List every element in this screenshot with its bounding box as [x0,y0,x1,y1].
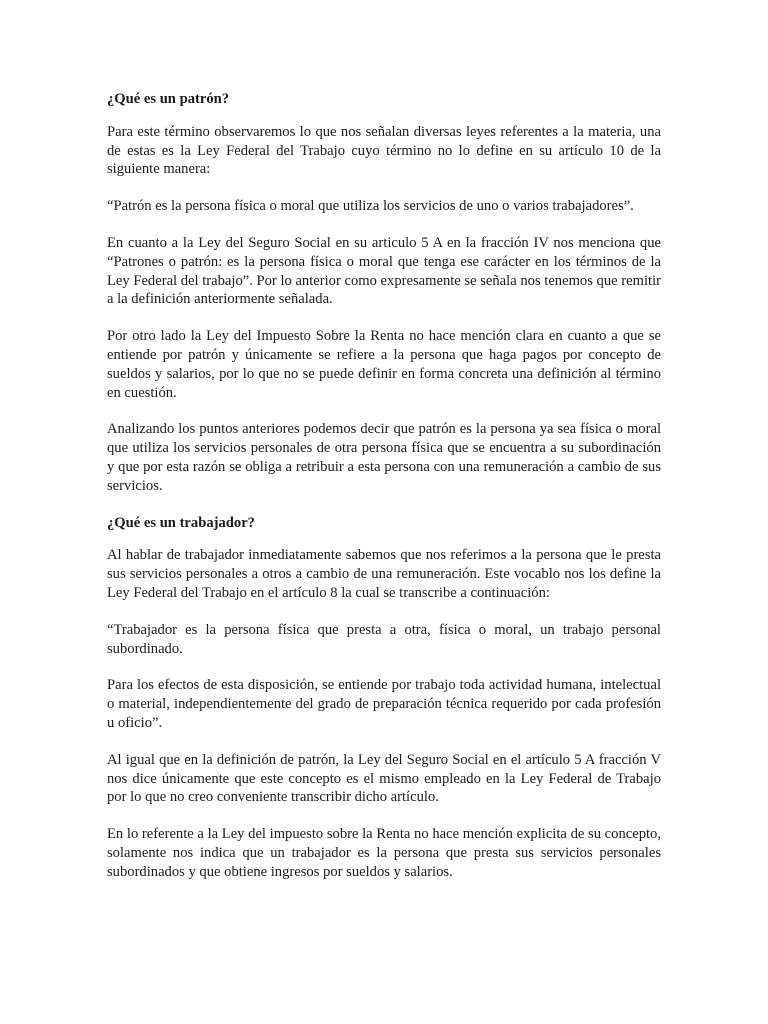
paragraph-trabajo-definition: Para los efectos de esta disposición, se entiende por trabajo toda actividad humana, intelectual o material, independientemente del grado de preparación técnica requerido por cada profesión u oficio”. [107,677,661,731]
paragraph-patron-conclusion: Analizando los puntos anteriores podemos decir que patrón es la persona ya sea física o moral que utiliza los servicios personales de otra persona física que se encuentra a su subordinación y que por esta razón se obliga a retribuir a esta persona con una remuneración a cambio de sus servicios. [107,421,661,494]
paragraph-trabajador-intro: Al hablar de trabajador inmediatamente sabemos que nos referimos a la persona que le presta sus servicios personales a otros a cambio de una remuneración. Este vocablo nos los define la Ley Federal del Trabajo en el artículo 8 la cual se transcribe a continuación: [107,547,661,601]
paragraph-trabajador-quote: “Trabajador es la persona física que presta a otra, física o moral, un trabajo personal subordinado. [107,621,661,657]
heading-patron: ¿Qué es un patrón? [107,91,230,107]
heading-trabajador: ¿Qué es un trabajador? [107,514,255,531]
paragraph-seguro-social-trabajador: Al igual que en la definición de patrón, la Ley del Seguro Social en el artículo 5 A fracción V nos dice únicamente que este concepto es el mismo empleado en la Ley Federal de Trabajo por lo que no creo conveniente transcribir dicho artículo. [107,751,661,806]
document-page [107,90,661,900]
paragraph-isr-patron: Por otro lado la Ley del Impuesto Sobre la Renta no hace mención clara en cuanto a que se entiende por patrón y únicamente se refiere a la persona que haga pagos por concepto de sueldos y salarios, por lo que no se puede definir en forma concreta una definición al término en cuestión. [107,328,661,401]
paragraph-isr-trabajador: En lo referente a la Ley del impuesto sobre la Renta no hace mención explicita de su concepto, solamente nos indica que un trabajador es la persona que presta sus servicios personales subordinados y que obtiene ingresos por sueldos y salarios. [107,826,661,880]
paragraph-seguro-social-patron: En cuanto a la Ley del Seguro Social en su articulo 5 A en la fracción IV nos menciona que “Patrones o patrón: es la persona física o moral que tenga ese carácter en los términos de la Ley Federal del trabajo”. Por lo anterior como expresamente se señala nos tenemos que remitir a la definición anteriormente señalada. [107,234,661,308]
paragraph-patron-quote: “Patrón es la persona física o moral que utiliza los servicios de uno o varios trabajadores”. [107,198,634,215]
paragraph-patron-definition-intro: Para este término observaremos lo que nos señalan diversas leyes referentes a la materia, una de estas es la Ley Federal del Trabajo cuyo término no lo define en su artículo 10 de la siguiente manera: [107,123,661,178]
